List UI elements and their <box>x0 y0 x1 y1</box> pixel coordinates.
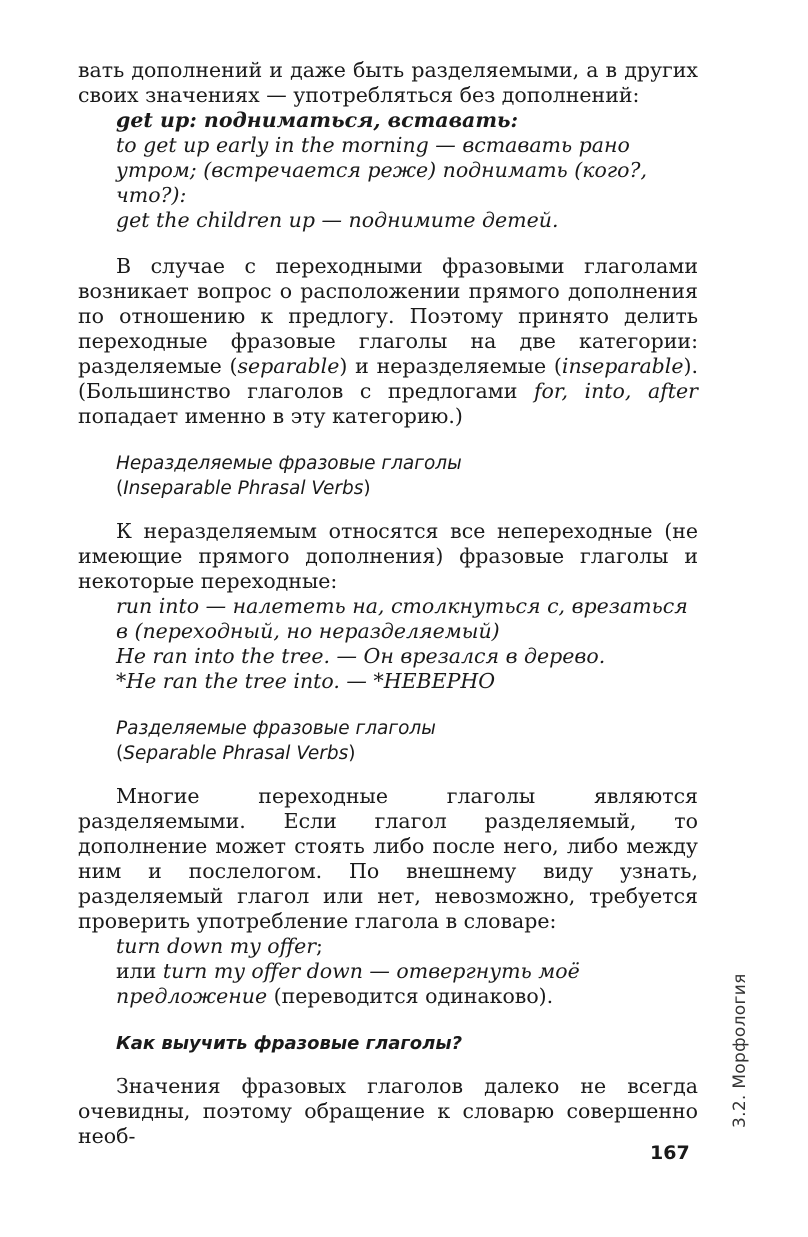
example-get-up <box>78 108 698 233</box>
paragraph-separable: Многие переходные глаголы являются разделяемыми. Если глагол разделяемый, то дополнение может стоять либо после него, либо между ним и послелогом. По внешнему виду узнать, разделяемый глагол или нет, невозможно, требуется проверить употребление глагола в словаре: <box>78 784 698 933</box>
heading-separable-ru: Разделяемые фразовые глаголы <box>116 718 436 739</box>
paragraph-learning: Значения фразовых глаголов далеко не всегда очевидны, поэтому обращение к словарю совершенно необ- <box>78 1074 698 1148</box>
heading-inseparable-ru: Неразделяемые фразовые глаголы <box>116 453 462 474</box>
para1-line1: вать дополнений и даже быть разделяемыми, а в других <box>78 58 698 82</box>
term-inseparable: inseparable <box>561 354 684 378</box>
page-number: 167 <box>650 1142 690 1164</box>
section-side-label: 3.2. Морфология <box>730 973 750 1128</box>
heading-inseparable-en: (Inseparable Phrasal Verbs) <box>116 478 371 499</box>
para1-line2: своих значениях — употребляться без дополнений: <box>78 83 640 107</box>
para2-text1: В случае с переходными фразовыми глаголами возникает вопрос о расположении прямого дополнения по отношению к предлогу. Поэтому принято делить переходные фразовые глаголы на две категории: разделяемые ( <box>78 254 698 378</box>
example-turn-down-line1: turn down my offer; <box>116 934 323 958</box>
para2-text2: ) и неразделяемые ( <box>339 354 562 378</box>
para2-text3: ). (Большинство глаголов с предлогами <box>78 354 698 403</box>
heading-separable-en: (Separable Phrasal Verbs) <box>116 743 356 764</box>
example-get-up-head: get up: подниматься, вставать: <box>116 108 519 132</box>
example-get-up-line1: to get up early in the morning — вставать рано утром; (встречается реже) поднимать (кого?, что?): <box>116 133 648 207</box>
term-prepositions: for, into, after <box>533 379 698 403</box>
paragraph-inseparable: К неразделяемым относятся все непереходные (не имеющие прямого дополнения) фразовые глаголы и некоторые переходные: <box>78 519 698 593</box>
example-run-into-line2: He ran into the tree. — Он врезался в дерево. <box>116 644 606 668</box>
term-separable: separable <box>237 354 340 378</box>
example-run-into-line3: *He ran the tree into. — *НЕВЕРНО <box>116 669 496 693</box>
heading-separable <box>78 716 698 766</box>
example-run-into-line1: run into — налететь на, столкнуться с, врезаться в (переходный, но неразделяемый) <box>116 594 688 643</box>
example-turn-down-line2: или turn my offer down — отвергнуть моё предложение (переводится одинаково). <box>116 959 580 1008</box>
paragraph-continuation <box>78 58 698 108</box>
heading-inseparable <box>78 451 698 501</box>
example-get-up-line2: get the children up — поднимите детей. <box>116 208 559 232</box>
paragraph-transitive <box>78 254 698 429</box>
example-run-into <box>78 594 698 694</box>
example-turn-down <box>78 934 698 1009</box>
page-body <box>78 58 698 1149</box>
para2-text4: попадает именно в эту категорию.) <box>78 404 463 428</box>
heading-how-to-learn: Как выучить фразовые глаголы? <box>116 1033 463 1054</box>
